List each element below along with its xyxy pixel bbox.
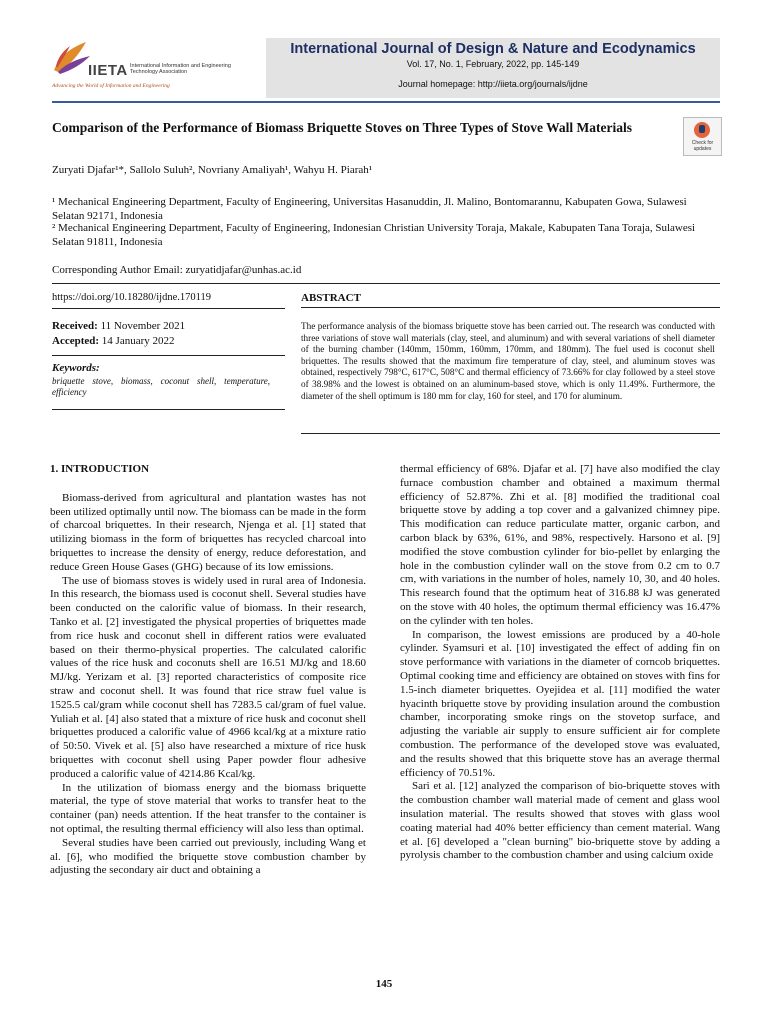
accepted-date [52,335,175,347]
accepted-value: 14 January 2022 [99,335,175,347]
logo-tagline: Advancing the World of Information and Engineering [52,83,170,89]
leaf-logo-icon [52,40,92,78]
header-divider [52,101,720,103]
accepted-label: Accepted: [52,335,100,347]
divider [52,308,285,309]
journal-title: International Journal of Design & Nature and Ecodynamics [290,41,696,57]
paragraph: Biomass-derived from agricultural and plantation wastes has not been utilized optimally until now. The biomass can be made in the form of charcoal briquettes. In their research, Njenga et al. [1] stated that utilizing biomass in the form of briquettes has recycled charcoal into briquettes to increase the density of energy, reduce deforestation, and reduce Green House Gases (GHG) because of its low emissions. [50,491,366,573]
paragraph: In the utilization of biomass energy and the biomass briquette material, the type of stove material that works to transfer heat to the container (pan) needs attention. If the heat transfer to the container is not optimal, the resulting thermal efficiency will also less than optimal. [50,781,366,835]
journal-homepage[interactable]: Journal homepage: http://iieta.org/journals/ijdne [398,79,588,89]
check-badge-label: Check for updates [691,140,714,152]
affiliation-2: ² Mechanical Engineering Department, Faculty of Engineering, Indonesian Christian University Toraja, Makale, Kabupaten Tana Toraja, Sulawesi Selatan 91811, Indonesia [52,222,696,248]
abstract-text: The performance analysis of the biomass briquette stove has been carried out. The research was conducted with three variations of stove wall materials (clay, steel, and aluminum) and with several variations of shell diameter of the burning chamber (140mm, 150mm, 160mm, 170mm, and 180mm). The fuel used is coconut shell briquettes. The results showed that the maximum fire temperature of clay, steel, and aluminum stoves was obtained, respectively 798°C, 617°C, 508°C and thermal efficiency of 73.66% for clay followed by a steel stove of 38.98% and the lowest is obtained on an aluminum-based stove, which is only 11.49%. Furthermore, the diameter of the shell optimum is 180 mm for clay, 160 for steel, and 170 for aluminum. [301,321,715,401]
paragraph: In comparison, the lowest emissions are produced by a 40-hole cylinder. Syamsuri et al. [10] investigated the effect of adding fin on stove performance with variations in the diameter of corncob briquettes. Optimal cooking time and efficiency are obtained on stoves with fins for 1.5-inch diameter briquettes. Oyejidea et al. [11] modified the water hyacinth briquette stove by providing insulation around the combustion chamber, incorporating smoke rings on the stovetop surface, and adjusting the variable air supply to ensure sufficient air for complete combustion. The performance of the developed stove was evaluated, and the results showed that this briquette stove has an average thermal efficiency of 70.51%. [400,628,720,779]
body-column-left [50,463,366,878]
divider [52,409,285,410]
check-for-updates-badge[interactable] [683,117,722,156]
logo-subtitle: International Information and Engineering Technology Association [130,63,231,75]
keywords: briquette stove, biomass, coconut shell, temperature, efficiency [52,376,270,397]
paragraph: Sari et al. [12] analyzed the comparison of bio-briquette stoves with the combustion chamber wall material made of cement and glass wool insulation material. The results showed that stoves with glass wool coating material had 40% better efficiency than cement material. Wang et al. [6] developed a "clean burning" bio-briquette stove by adding a pyrolysis chamber to the combustion chamber and using calcium oxide [400,780,720,862]
received-label: Received: [52,320,98,332]
paragraph: thermal efficiency of 68%. Djafar et al. [7] have also modified the clay furnace combustion chamber and obtained a maximum thermal efficiency of 52.87%. Zhi et al. [8] modified the traditional coal briquette stove by adding a top cover and a galvanized chimney pipe. This modification can reduce particulate matter, organic carbon, and carbon black by 63%, 61%, and 98%, respectively. Harsono et al. [9] modified the stove combustion cylinder for bio-pellet by enlarging the hole in the combustion cylinder wall on the stove from 0.2 cm to 0.7 cm, with variations in the number of holes, namely 10, 30, and 40 holes. This research found that the optimum heat of 316.88 kJ was generated on the stove with 40 holes, the optimum thermal efficiency was 16.47% on the cylinder with ten holes. [400,463,720,627]
received-date [52,320,185,332]
page-number: 145 [375,978,393,990]
divider [52,355,285,356]
keywords-label: Keywords: [52,362,100,374]
doi-link[interactable]: https://doi.org/10.18280/ijdne.170119 [52,292,211,303]
corresponding-author: Corresponding Author Email: zuryatidjafar@unhas.ac.id [52,264,302,276]
author-list: Zuryati Djafar¹*, Sallolo Suluh², Novriany Amaliyah¹, Wahyu H. Piarah¹ [52,164,373,176]
section-heading: 1. INTRODUCTION [50,463,150,475]
affiliation-1: ¹ Mechanical Engineering Department, Faculty of Engineering, Universitas Hasanuddin, Jl. Malino, Bontomarannu, Kabupaten Gowa, Sulawesi Selatan 92171, Indonesia [52,196,687,222]
body-column-right [400,463,720,863]
abstract-heading: ABSTRACT [301,292,361,304]
paper-title: Comparison of the Performance of Biomass Briquette Stoves on Three Types of Stove Wall Materials [52,120,632,135]
divider [301,433,720,434]
paragraph: Several studies have been carried out previously, including Wang et al. [6], who modified the briquette stove combustion chamber by adjusting the secondary air duct and obtaining a [50,836,366,877]
divider [301,307,720,308]
publisher-logo [52,40,262,94]
received-value: 11 November 2021 [97,320,186,332]
paragraph: The use of biomass stoves is widely used in rural area of Indonesia. In this research, the biomass used is coconut shell. Several studies have been conducted on the calorific value of biomass. In their research, Tanko et al. [2] investigated the physical properties of briquettes made from rice husk and coconut shell in different ratios were evaluated based on their thermo-physical properties. The calculated calorific values of the rice husk and coconuts shell are 16.51 MJ/kg and 18.60 MJ/kg. Yerizam et al. [3] reported characteristics of composite rice straw and coconut shell. It was found that rice straw fuel value is 1525.5 cal/gram while coconut shell has 7283.5 cal/gram of fuel value. Yuliah et al. [4] also stated that a mixture of rice husk and coconut shell briquettes produced a calorific value of 4966 kcal/kg at a mixture ratio of 50:50. Vivek et al. [5] also have researched a mixture of rice husk briquettes with coconut shell using Paper powder flour adhesive produced a calorific value of 4214.86 Kcal/kg. [50,574,366,780]
divider [52,283,720,284]
bookmark-icon [694,122,710,138]
journal-volume: Vol. 17, No. 1, February, 2022, pp. 145-149 [406,59,580,69]
logo-text: IIETA [88,62,128,79]
